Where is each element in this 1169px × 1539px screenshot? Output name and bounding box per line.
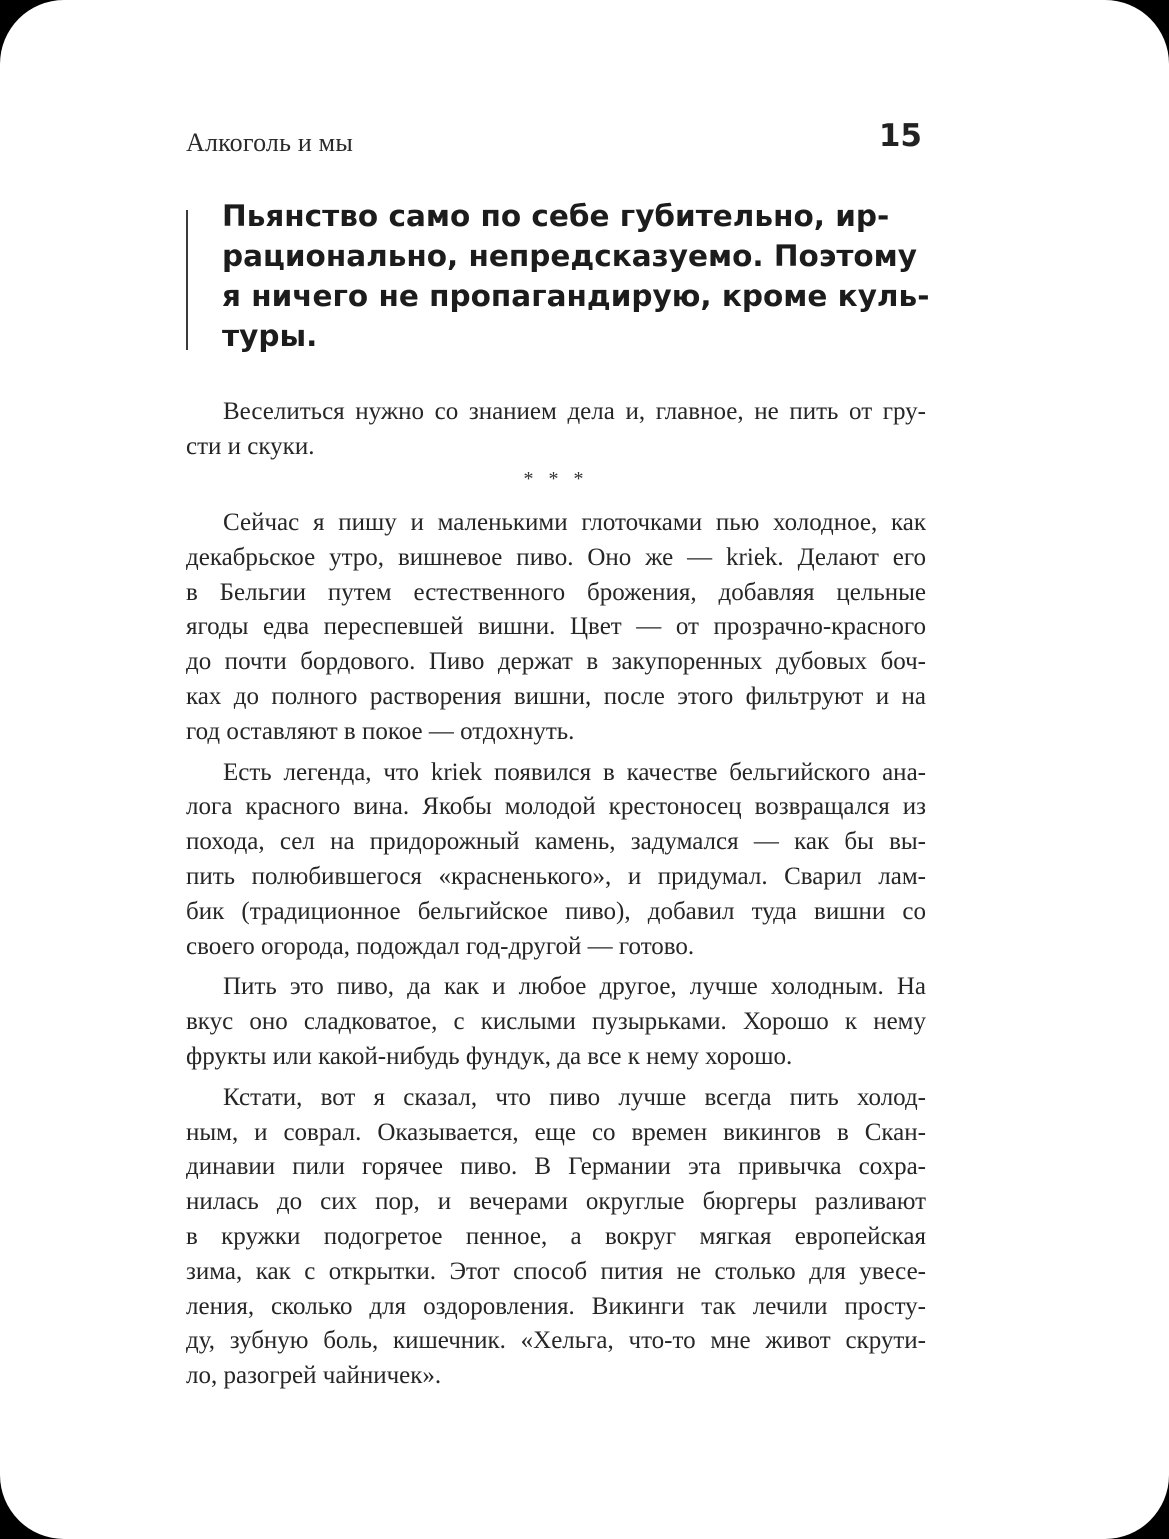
text-line: своего огорода, подождал год-другой — готово. <box>186 932 695 960</box>
text-line: вкус оно сладковатое, с кислыми пузырьками. Хорошо к нему <box>186 1008 926 1036</box>
section-separator: * * * <box>523 468 589 490</box>
paragraph <box>186 506 926 750</box>
text-line: в Бельгии путем естественного брожения, добавляя цельные <box>186 578 926 606</box>
pull-quote <box>186 196 930 353</box>
text-line: похода, сел на придорожный камень, задумался — как бы вы- <box>186 828 926 856</box>
pull-quote-text <box>222 196 930 356</box>
text-line: ду, зубную боль, кишечник. «Хельга, что-то мне живот скрути- <box>186 1327 926 1355</box>
text-line: ло, разогрей чайничек». <box>186 1362 442 1390</box>
quote-line: туры. <box>222 319 318 353</box>
intro-paragraph <box>186 394 926 464</box>
text-line: Кстати, вот я сказал, что пиво лучше всегда пить холод- <box>223 1083 926 1111</box>
text-line: Пить это пиво, да как и любое другое, лучше холодным. На <box>223 973 926 1001</box>
text-line: ках до полного растворения вишни, после этого фильтруют и на <box>186 682 926 710</box>
text-line: фрукты или какой-нибудь фундук, да все к нему хорошо. <box>186 1042 793 1070</box>
page-number: 15 <box>878 118 922 154</box>
quote-bar <box>186 210 188 350</box>
text-line: в кружки подогретое пенное, а вокруг мягкая европейская <box>186 1222 926 1250</box>
text-line: год оставляют в покое — отдохнуть. <box>186 717 575 745</box>
text-line: бик (традиционное бельгийское пиво), добавил туда вишни со <box>186 897 926 925</box>
text-line: Есть легенда, что kriek появился в качестве бельгийского ана- <box>223 758 926 786</box>
page-header <box>186 118 924 168</box>
text-line: пить полюбившегося «красненького», и придумал. Сварил лам- <box>186 862 926 890</box>
main-text <box>186 506 926 1394</box>
text-line: динавии пили горячее пиво. В Германии эта привычка сохра- <box>186 1153 926 1181</box>
paragraph <box>186 970 926 1074</box>
text-line: зима, как с открытки. Этот способ пития не столько для увесе- <box>186 1257 926 1285</box>
running-title: Алкоголь и мы <box>186 128 354 157</box>
quote-line: рационально, непредсказуемо. Поэтому <box>222 239 918 273</box>
text-line: ления, сколько для оздоровления. Викинги так лечили просту- <box>186 1292 926 1320</box>
text-line: до почти бордового. Пиво держат в закупоренных дубовых боч- <box>186 648 926 676</box>
text-line: Сейчас я пишу и маленькими глоточками пью холодное, как <box>223 509 926 536</box>
quote-line: я ничего не пропагандирую, кроме куль- <box>222 279 930 313</box>
text-line: ным, и соврал. Оказывается, еще со времен викингов в Скан- <box>186 1118 926 1146</box>
text-line: ягоды едва переспевшей вишни. Цвет — от прозрачно-красного <box>186 613 926 641</box>
text-line: сти и скуки. <box>186 433 315 460</box>
paragraph <box>186 1081 926 1394</box>
text-line: лога красного вина. Якобы молодой крестоносец возвращался из <box>186 793 926 821</box>
text-line: нилась до сих пор, и вечерами округлые бюргеры разливают <box>186 1188 926 1216</box>
quote-line: Пьянство само по себе губительно, ир- <box>222 199 890 233</box>
text-line: Веселиться нужно со знанием дела и, главное, не пить от гру- <box>223 398 926 425</box>
text-line: декабрьское утро, вишневое пиво. Оно же — kriek. Делают его <box>186 543 926 571</box>
paragraph <box>186 756 926 965</box>
